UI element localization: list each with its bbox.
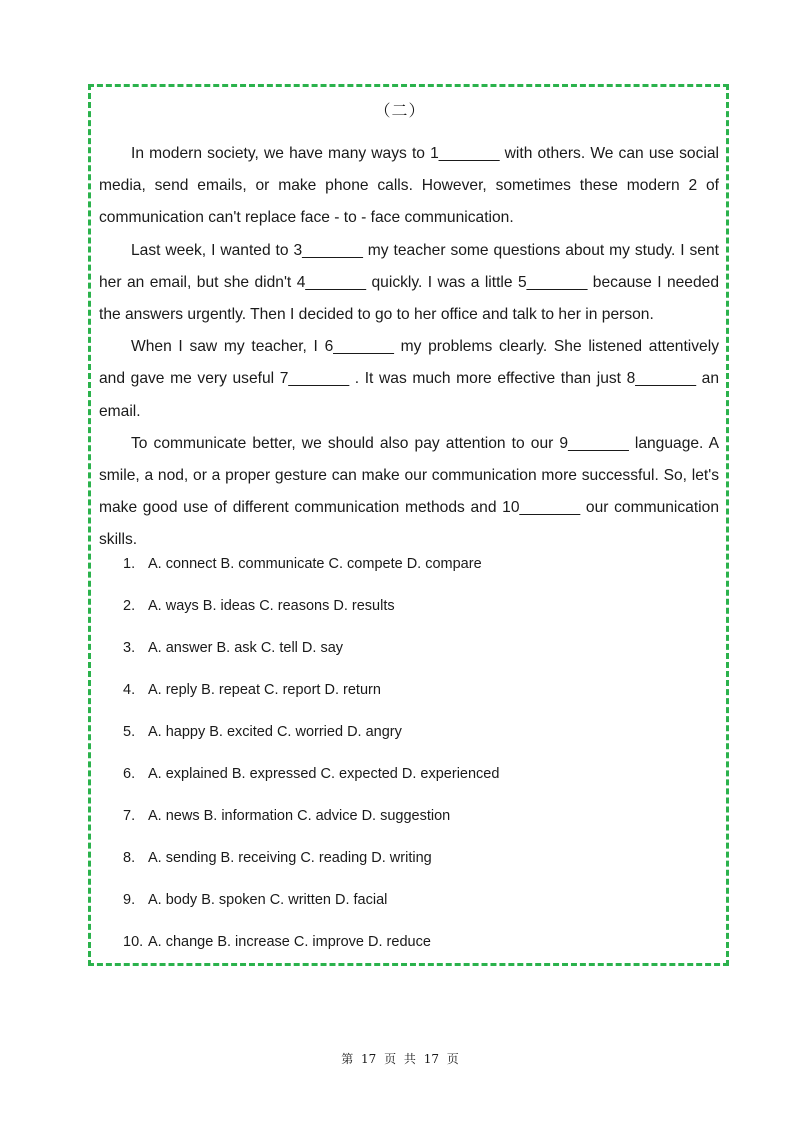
- passage-paragraph: In modern society, we have many ways to 1_______ with others. We can use social media, send emails, or make phone calls. However, sometimes these modern 2 of communication can't replace face - to - face communication.: [99, 145, 719, 227]
- question-number: 1.: [123, 556, 136, 572]
- question-item: [123, 886, 499, 928]
- passage-paragraph: To communicate better, we should also pay attention to our 9_______ language. A smile, a nod, or a proper gesture can make our communication more successful. So, let's make good use of different communication methods and 10_______ our communication skills.: [99, 434, 719, 549]
- question-item: [123, 550, 499, 592]
- question-number: 8.: [123, 850, 136, 866]
- question-item: [123, 760, 499, 802]
- question-options: A. sending B. receiving C. reading D. writing: [148, 850, 432, 866]
- passage-paragraph: Last week, I wanted to 3_______ my teacher some questions about my study. I sent her an email, but she didn't 4_______ quickly. I was a little 5_______ because I needed the answers urgently. Then I decided to go to her office and talk to her in person.: [99, 241, 719, 324]
- question-item: [123, 718, 499, 760]
- section-title: （二）: [374, 101, 426, 120]
- question-number: 3.: [123, 640, 136, 656]
- question-options: A. change B. increase C. improve D. reduce: [148, 934, 431, 950]
- question-item: [123, 802, 499, 844]
- question-options: A. happy B. excited C. worried D. angry: [148, 724, 402, 740]
- passage-paragraph: When I saw my teacher, I 6_______ my problems clearly. She listened attentively and gave me very useful 7_______ . It was much more effective than just 8_______ an email.: [99, 338, 719, 420]
- page-footer: 第 17 页 共 17 页: [341, 1052, 459, 1066]
- question-list: [123, 550, 499, 970]
- question-number: 2.: [123, 598, 136, 614]
- question-number: 5.: [123, 724, 136, 740]
- question-options: A. connect B. communicate C. compete D. compare: [148, 556, 482, 572]
- question-options: A. body B. spoken C. written D. facial: [148, 892, 388, 908]
- question-item: [123, 844, 499, 886]
- question-item: [123, 634, 499, 676]
- question-options: A. reply B. repeat C. report D. return: [148, 682, 381, 698]
- question-item: [123, 928, 499, 970]
- question-options: A. news B. information C. advice D. suggestion: [148, 808, 451, 824]
- question-number: 10.: [123, 934, 144, 950]
- question-options: A. explained B. expressed C. expected D. experienced: [148, 766, 500, 782]
- cloze-passage: [99, 138, 719, 557]
- question-item: [123, 592, 499, 634]
- question-options: A. ways B. ideas C. reasons D. results: [148, 598, 395, 614]
- question-number: 9.: [123, 892, 136, 908]
- question-item: [123, 676, 499, 718]
- question-number: 4.: [123, 682, 136, 698]
- question-number: 6.: [123, 766, 136, 782]
- question-number: 7.: [123, 808, 136, 824]
- question-options: A. answer B. ask C. tell D. say: [148, 640, 344, 656]
